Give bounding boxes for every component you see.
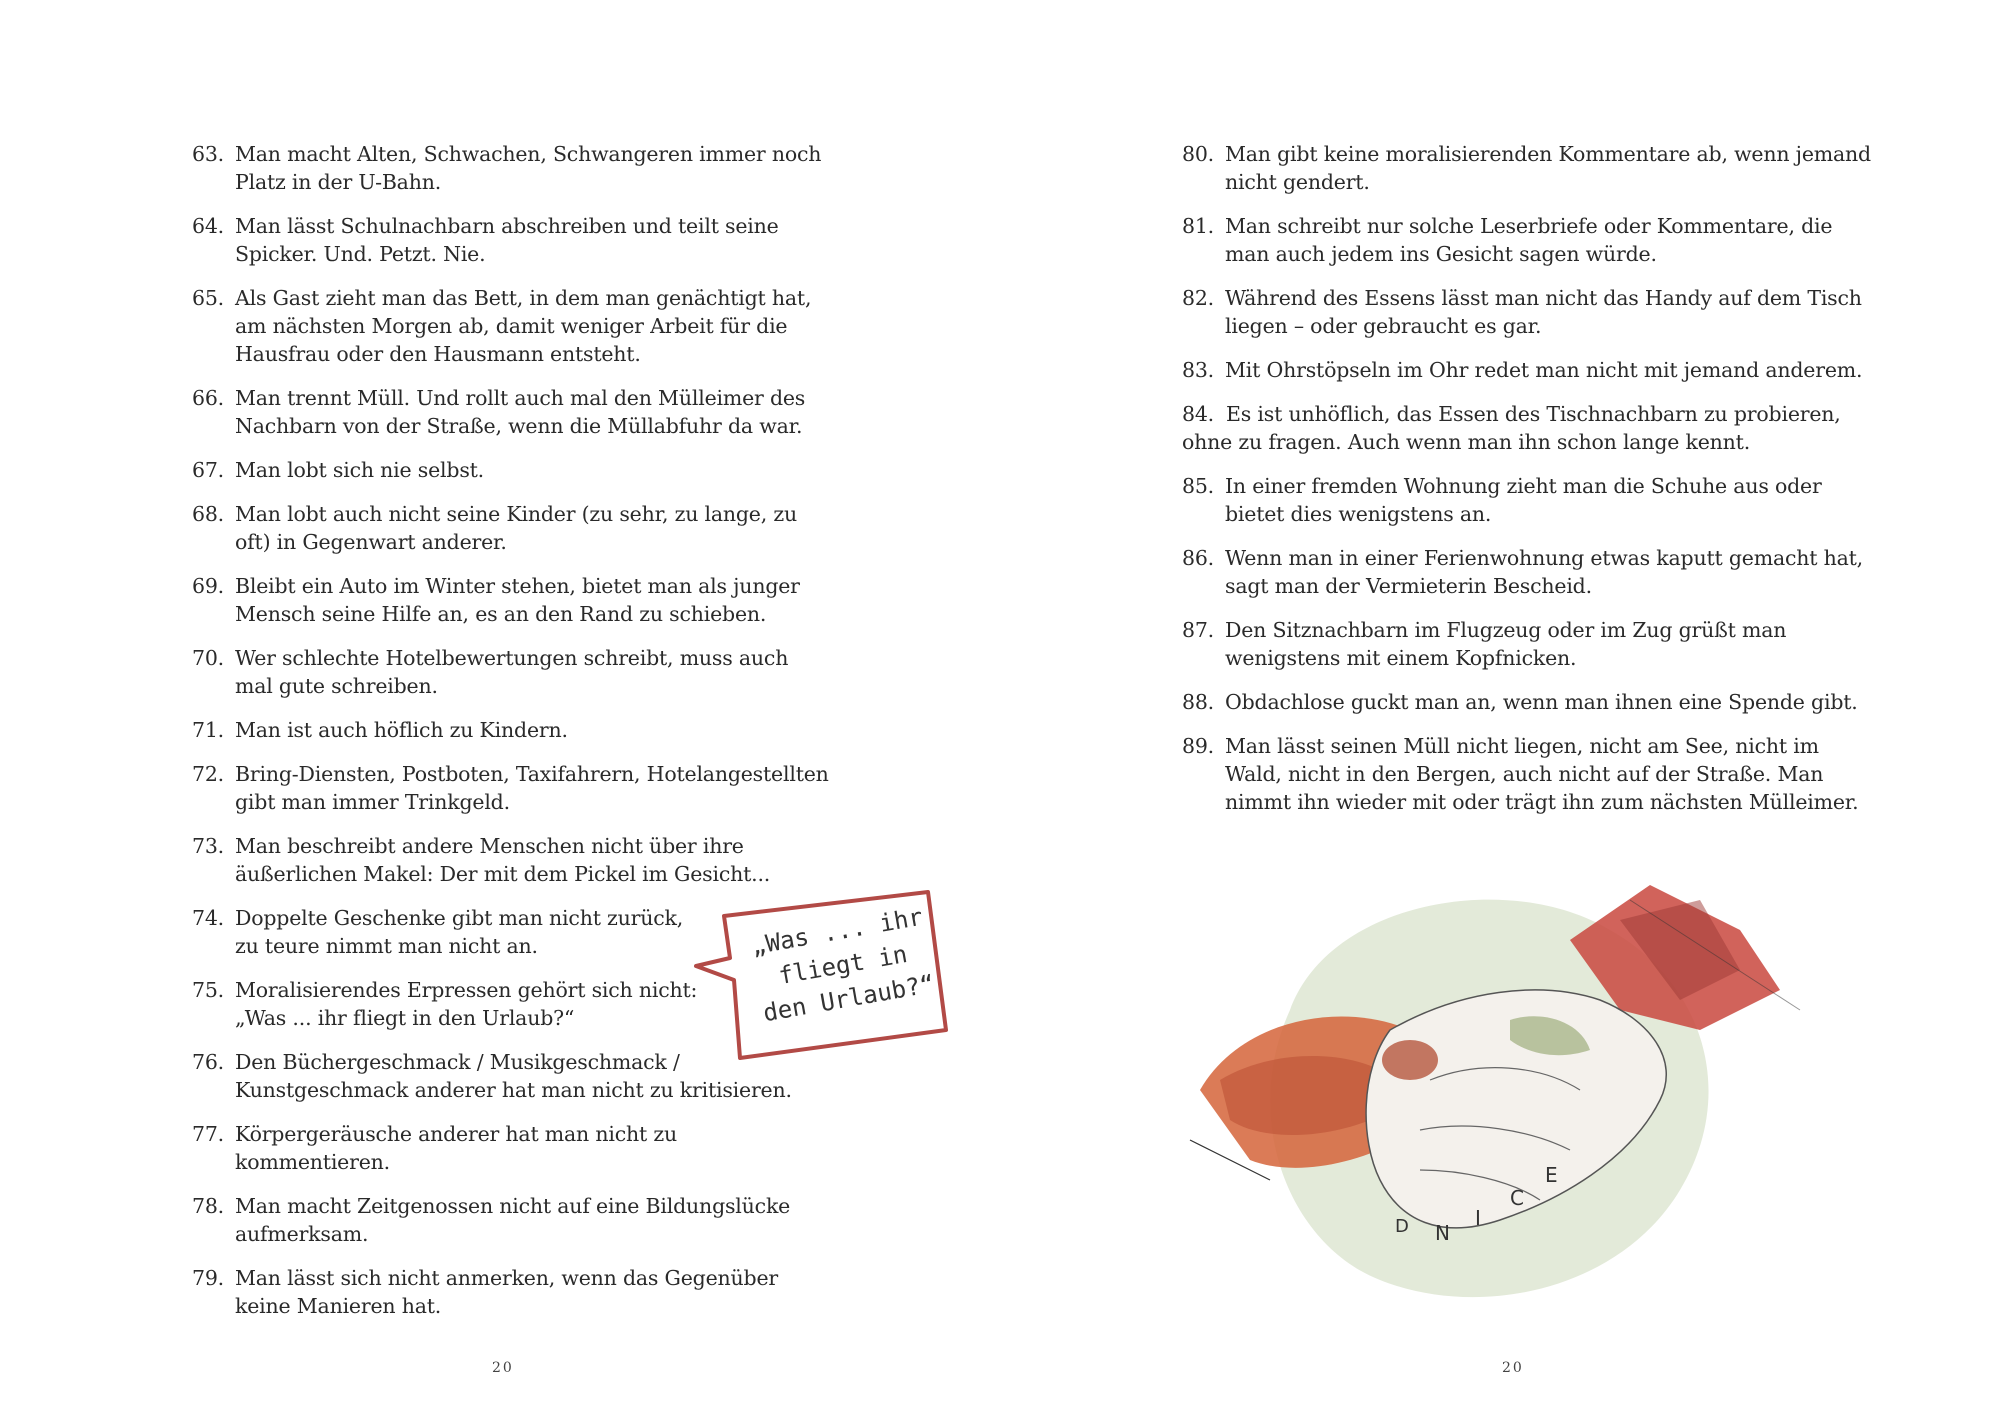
rule-text: Mit Ohrstöpseln im Ohr redet man nicht mit jemand anderem. [1225,358,1863,382]
rule-text: Man lässt Schulnachbarn abschreiben und teilt seine Spicker. Und. Petzt. Nie. [235,214,779,266]
rule-text: Man lässt sich nicht anmerken, wenn das Gegenüber keine Manieren hat. [235,1266,778,1318]
rule-number: 86. [1182,546,1215,570]
rule-number: 66. [192,386,225,410]
rule-text: In einer fremden Wohnung zieht man die Schuhe aus oder bietet dies wenigstens an. [1225,474,1822,526]
page-number: 20 [1502,1360,1524,1376]
rule-number: 74. [192,906,225,930]
rule-item [192,140,832,196]
rule-number: 84. [1182,402,1215,426]
rule-item [192,572,832,628]
rule-text: Man gibt keine moralisierenden Kommentare ab, wenn jemand nicht gendert. [1225,142,1871,194]
thumb-letter: D [1395,1216,1409,1237]
rule-text: Es ist unhöflich, das Essen des Tischnachbarn zu probieren, ohne zu fragen. Auch wenn man ihn schon lange kennt. [1182,402,1841,454]
rule-text: Während des Essens lässt man nicht das Handy auf dem Tisch liegen – oder gebraucht es gar. [1225,286,1862,338]
right-page [1000,0,2000,1412]
handshake-drawing [1180,860,1820,1330]
rule-number: 76. [192,1050,225,1074]
rule-text: Man trennt Müll. Und rollt auch mal den Mülleimer des Nachbarn von der Straße, wenn die Müllabfuhr da war. [235,386,806,438]
rule-number: 64. [192,214,225,238]
rule-item [1182,356,1872,384]
rule-text: Bleibt ein Auto im Winter stehen, bietet man als junger Mensch seine Hilfe an, es an den Rand zu schieben. [235,574,800,626]
rules-list-left [192,140,832,1336]
rule-text: Den Sitznachbarn im Flugzeug oder im Zug grüßt man wenigstens mit einem Kopfnicken. [1225,618,1787,670]
rule-text: Doppelte Geschenke gibt man nicht zurück, zu teure nimmt man nicht an. [235,906,684,958]
rule-number: 68. [192,502,225,526]
rule-item [192,716,832,744]
rule-number: 67. [192,458,225,482]
rule-item [192,284,832,368]
rule-number: 71. [192,718,225,742]
rule-text: Moralisierendes Erpressen gehört sich nicht: „Was ... ihr fliegt in den Urlaub?“ [235,978,698,1030]
rules-list-right [1182,140,1872,832]
rule-item [1182,544,1872,600]
rule-item [192,1264,832,1320]
rule-number: 77. [192,1122,225,1146]
rule-item [192,976,705,1032]
speech-bubble [690,880,960,1070]
rule-text: Man lobt auch nicht seine Kinder (zu sehr, zu lange, zu oft) in Gegenwart anderer. [235,502,797,554]
rule-number: 89. [1182,734,1215,758]
page-number: 20 [492,1360,514,1376]
rule-item [192,212,832,268]
rule-number: 70. [192,646,225,670]
rule-number: 82. [1182,286,1215,310]
knuckle-letter-c: C [1510,1186,1524,1210]
rule-number: 85. [1182,474,1215,498]
rule-text: Man beschreibt andere Menschen nicht über ihre äußerlichen Makel: Der mit dem Pickel im Gesicht... [235,834,771,886]
rule-text: Man macht Alten, Schwachen, Schwangeren immer noch Platz in der U-Bahn. [235,142,822,194]
rule-item [192,904,705,960]
speech-bubble-text: „Was ... ihr fliegt in den Urlaub?“ [749,902,937,1028]
rule-text: Als Gast zieht man das Bett, in dem man genächtigt hat, am nächsten Morgen ab, damit weniger Arbeit für die Hausfrau oder den Hausmann entsteht. [235,286,812,366]
rule-number: 72. [192,762,225,786]
rule-text: Man schreibt nur solche Leserbriefe oder Kommentare, die man auch jedem ins Gesicht sagen würde. [1225,214,1833,266]
rule-item [1182,212,1872,268]
rule-item [1182,472,1872,528]
rule-text: Man lässt seinen Müll nicht liegen, nicht am See, nicht im Wald, nicht in den Bergen, auch nicht auf der Straße. Man nimmt ihn wieder mit oder trägt ihn zum nächsten Mülleimer. [1225,734,1859,814]
rule-number: 69. [192,574,225,598]
rule-number: 80. [1182,142,1215,166]
rule-number: 87. [1182,618,1215,642]
rule-item [192,384,832,440]
rule-text: Man lobt sich nie selbst. [235,458,484,482]
rule-item [192,456,832,484]
rule-text: Bring-Diensten, Postboten, Taxifahrern, Hotelangestellten gibt man immer Trinkgeld. [235,762,829,814]
rule-item [1182,688,1872,716]
rule-number: 63. [192,142,225,166]
rule-number: 78. [192,1194,225,1218]
rule-text: Obdachlose guckt man an, wenn man ihnen eine Spende gibt. [1225,690,1858,714]
rule-text: Man ist auch höflich zu Kindern. [235,718,568,742]
rule-number: 88. [1182,690,1215,714]
rule-item [192,644,832,700]
knuckle-letter-n: N [1435,1221,1450,1245]
rule-item [1182,284,1872,340]
rule-item [1182,732,1872,816]
rule-number: 81. [1182,214,1215,238]
rule-text: Man macht Zeitgenossen nicht auf eine Bildungslücke aufmerksam. [235,1194,791,1246]
rule-number: 73. [192,834,225,858]
rule-text: Wer schlechte Hotelbewertungen schreibt, muss auch mal gute schreiben. [235,646,789,698]
rule-item [192,760,832,816]
rule-item [1182,400,1872,456]
rule-item [1182,140,1872,196]
knuckle-letter-i: I [1475,1206,1481,1230]
knuckle-letter-e: E [1545,1163,1558,1187]
rule-text: Wenn man in einer Ferienwohnung etwas kaputt gemacht hat, sagt man der Vermieterin Bescheid. [1225,546,1863,598]
rule-item [1182,616,1872,672]
rule-number: 75. [192,978,225,1002]
rule-item [192,1120,832,1176]
rule-text: Den Büchergeschmack / Musikgeschmack / Kunstgeschmack anderer hat man nicht zu kritisieren. [235,1050,792,1102]
rule-item [192,1192,832,1248]
rule-number: 65. [192,286,225,310]
rule-number: 79. [192,1266,225,1290]
rule-text: Körpergeräusche anderer hat man nicht zu kommentieren. [235,1122,677,1174]
rule-number: 83. [1182,358,1215,382]
handshake-illustration [1180,860,1820,1330]
rule-item [192,500,832,556]
